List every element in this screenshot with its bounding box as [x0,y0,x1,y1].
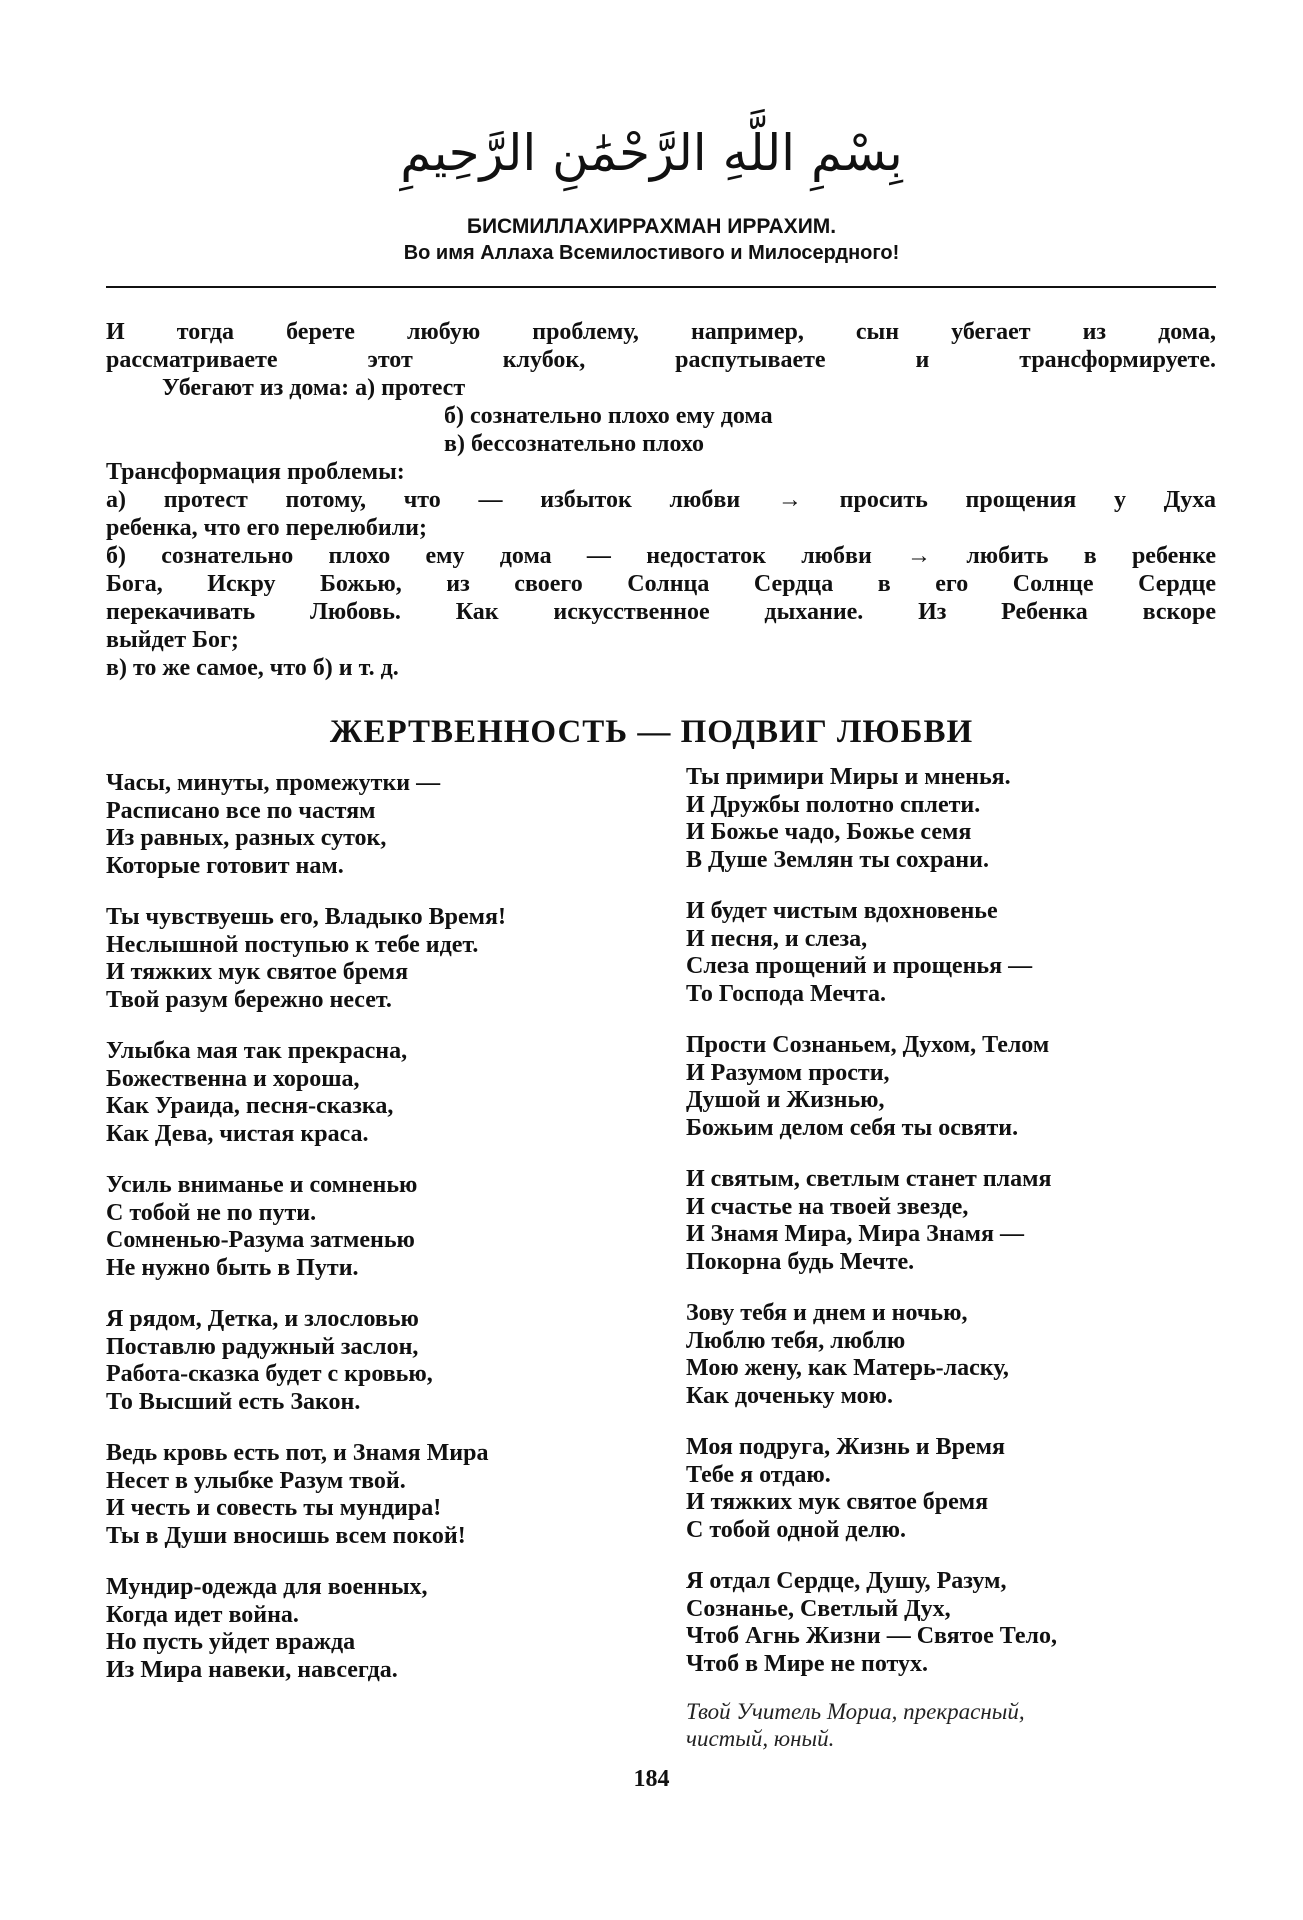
intro-line: ребенка, что его перелюбили; [106,515,427,541]
stanza [686,1568,1216,1678]
verse-line: Сознанье, Светлый Дух, [686,1595,951,1622]
verse-line: Как Ураида, песня-сказка, [106,1093,394,1119]
verse-line: И честь и совесть ты мундира! [106,1495,442,1521]
verse-line: И песня, и слеза, [686,925,868,952]
poem-right-stanzas [686,764,1216,1678]
stanza [106,770,636,880]
verse-line: Душой и Жизнью, [686,1087,885,1113]
verse-line: Ты чувствуешь его, Владыко Время! [106,904,506,930]
stanza [686,1166,1216,1276]
verse-line: Божьим делом себя ты освяти. [686,1114,1019,1141]
verse-line: Сомненью-Разума затменью [106,1227,415,1253]
page-number: 184 [633,1766,670,1792]
verse-line: Я отдал Сердце, Душу, Разум, [686,1568,1007,1594]
intro-line: Трансформация проблемы: [106,459,405,485]
intro-line: Бога, Искру Божью, из своего Солнца Сердца в его Солнце Сердце [106,571,1216,597]
verse-line: В Душе Землян ты сохрани. [686,846,989,873]
stanza [686,1032,1216,1142]
verse-line: Прости Сознаньем, Духом, Телом [686,1032,1050,1058]
verse-line: Ведь кровь есть пот, и Знамя Мира [106,1440,489,1466]
stanza [686,1300,1216,1410]
verse-line: И тяжких мук святое бремя [106,959,409,985]
verse-line: Тебе я отдаю. [686,1461,831,1488]
verse-line: И святым, светлым станет пламя [686,1166,1052,1192]
stanza [686,764,1216,874]
bismillah-translation: Во имя Аллаха Всемилостивого и Милосердного! [403,242,900,264]
verse-line: Как Дева, чистая краса. [106,1120,369,1147]
stanza [106,1440,636,1550]
verse-line: И будет чистым вдохновенье [686,898,998,924]
verse-line: Работа-сказка будет с кровью, [106,1361,433,1387]
verse-line: Люблю тебя, люблю [686,1327,906,1354]
poem-title: ЖЕРТВЕННОСТЬ — ПОДВИГ ЛЮБВИ [329,714,974,750]
verse-line: Но пусть уйдет вражда [106,1629,356,1655]
verse-line: Несет в улыбке Разум твой. [106,1467,406,1494]
intro-line: б) сознательно плохо ему дома [444,403,773,429]
verse-line: Расписано все по частям [106,797,376,824]
intro-line: выйдет Бог; [106,627,239,653]
intro-line: б) сознательно плохо ему дома — недостаток любви → любить в ребенке [106,543,1216,569]
stanza [686,1434,1216,1544]
signature-line: Твой Учитель Мориа, прекрасный, [686,1699,1025,1724]
verse-line: Часы, минуты, промежутки — [106,770,441,796]
verse-line: Твой разум бережно несет. [106,986,392,1013]
verse-line: И тяжких мук святое бремя [686,1489,989,1515]
header-divider [106,286,1216,288]
verse-line: Ты примири Миры и мненья. [686,764,1011,790]
verse-line: То Господа Мечта. [686,980,887,1007]
signature-line: чистый, юный. [686,1726,835,1751]
stanza [106,1172,636,1282]
verse-line: Не нужно быть в Пути. [106,1254,359,1281]
poem-right-column [686,764,1216,1752]
poem-signature [686,1698,1216,1752]
verse-line: То Высший есть Закон. [106,1388,361,1415]
intro-line: а) протест потому, что — избыток любви → просить прощения у Духа [106,487,1216,513]
verse-line: Из Мира навеки, навсегда. [106,1656,398,1683]
stanza [686,898,1216,1008]
verse-line: И счастье на твоей звезде, [686,1193,969,1220]
verse-line: Улыбка мая так прекрасна, [106,1038,408,1064]
intro-line: И тогда берете любую проблему, например, сын убегает из дома, [106,319,1216,345]
verse-line: Усиль вниманье и сомненью [106,1172,418,1198]
verse-line: Зову тебя и днем и ночью, [686,1300,968,1326]
verse-line: Неслышной поступью к тебе идет. [106,931,479,958]
intro-line: в) бессознательно плохо [444,431,704,457]
intro-line: рассматриваете этот клубок, распутываете и трансформируете. [106,347,1216,373]
bismillah-transliteration: БИСМИЛЛАХИРРАХМАН ИРРАХИМ. [466,215,837,238]
intro-line: в) то же самое, что б) и т. д. [106,655,399,681]
verse-line: Чтоб в Мире не потух. [686,1650,928,1677]
verse-line: И Дружбы полотно сплети. [686,791,981,818]
poem-left-column [106,770,636,1708]
verse-line: Из равных, разных суток, [106,825,387,851]
verse-line: Я рядом, Детка, и злословью [106,1306,419,1332]
verse-line: Чтоб Агнь Жизни — Святое Тело, [686,1623,1057,1649]
stanza [106,1574,636,1684]
verse-line: Божественна и хороша, [106,1065,360,1092]
stanza [106,904,636,1014]
verse-line: И Божье чадо, Божье семя [686,819,972,845]
verse-line: С тобой не по пути. [106,1199,317,1226]
verse-line: И Разумом прости, [686,1059,890,1086]
verse-line: Как доченьку мою. [686,1382,893,1409]
stanza [106,1038,636,1148]
intro-line: перекачивать Любовь. Как искусственное дыхание. Из Ребенка вскоре [106,599,1216,625]
verse-line: Которые готовит нам. [106,852,344,879]
verse-line: И Знамя Мира, Мира Знамя — [686,1221,1024,1247]
verse-line: С тобой одной делю. [686,1516,907,1543]
verse-line: Покорна будь Мечте. [686,1248,915,1275]
verse-line: Слеза прощений и прощенья — [686,953,1033,979]
verse-line: Мою жену, как Матерь-ласку, [686,1355,1009,1381]
intro-paragraph [106,318,1216,682]
bismillah-calligraphy: بِسْمِ اللَّهِ الرَّحْمَٰنِ الرَّحِيمِ [400,124,903,182]
stanza [106,1306,636,1416]
verse-line: Мундир-одежда для военных, [106,1574,428,1600]
verse-line: Ты в Души вносишь всем покой! [106,1522,466,1549]
verse-line: Поставлю радужный заслон, [106,1333,419,1360]
verse-line: Когда идет война. [106,1601,299,1628]
intro-line: Убегают из дома: а) протест [162,375,466,401]
verse-line: Моя подруга, Жизнь и Время [686,1434,1005,1460]
